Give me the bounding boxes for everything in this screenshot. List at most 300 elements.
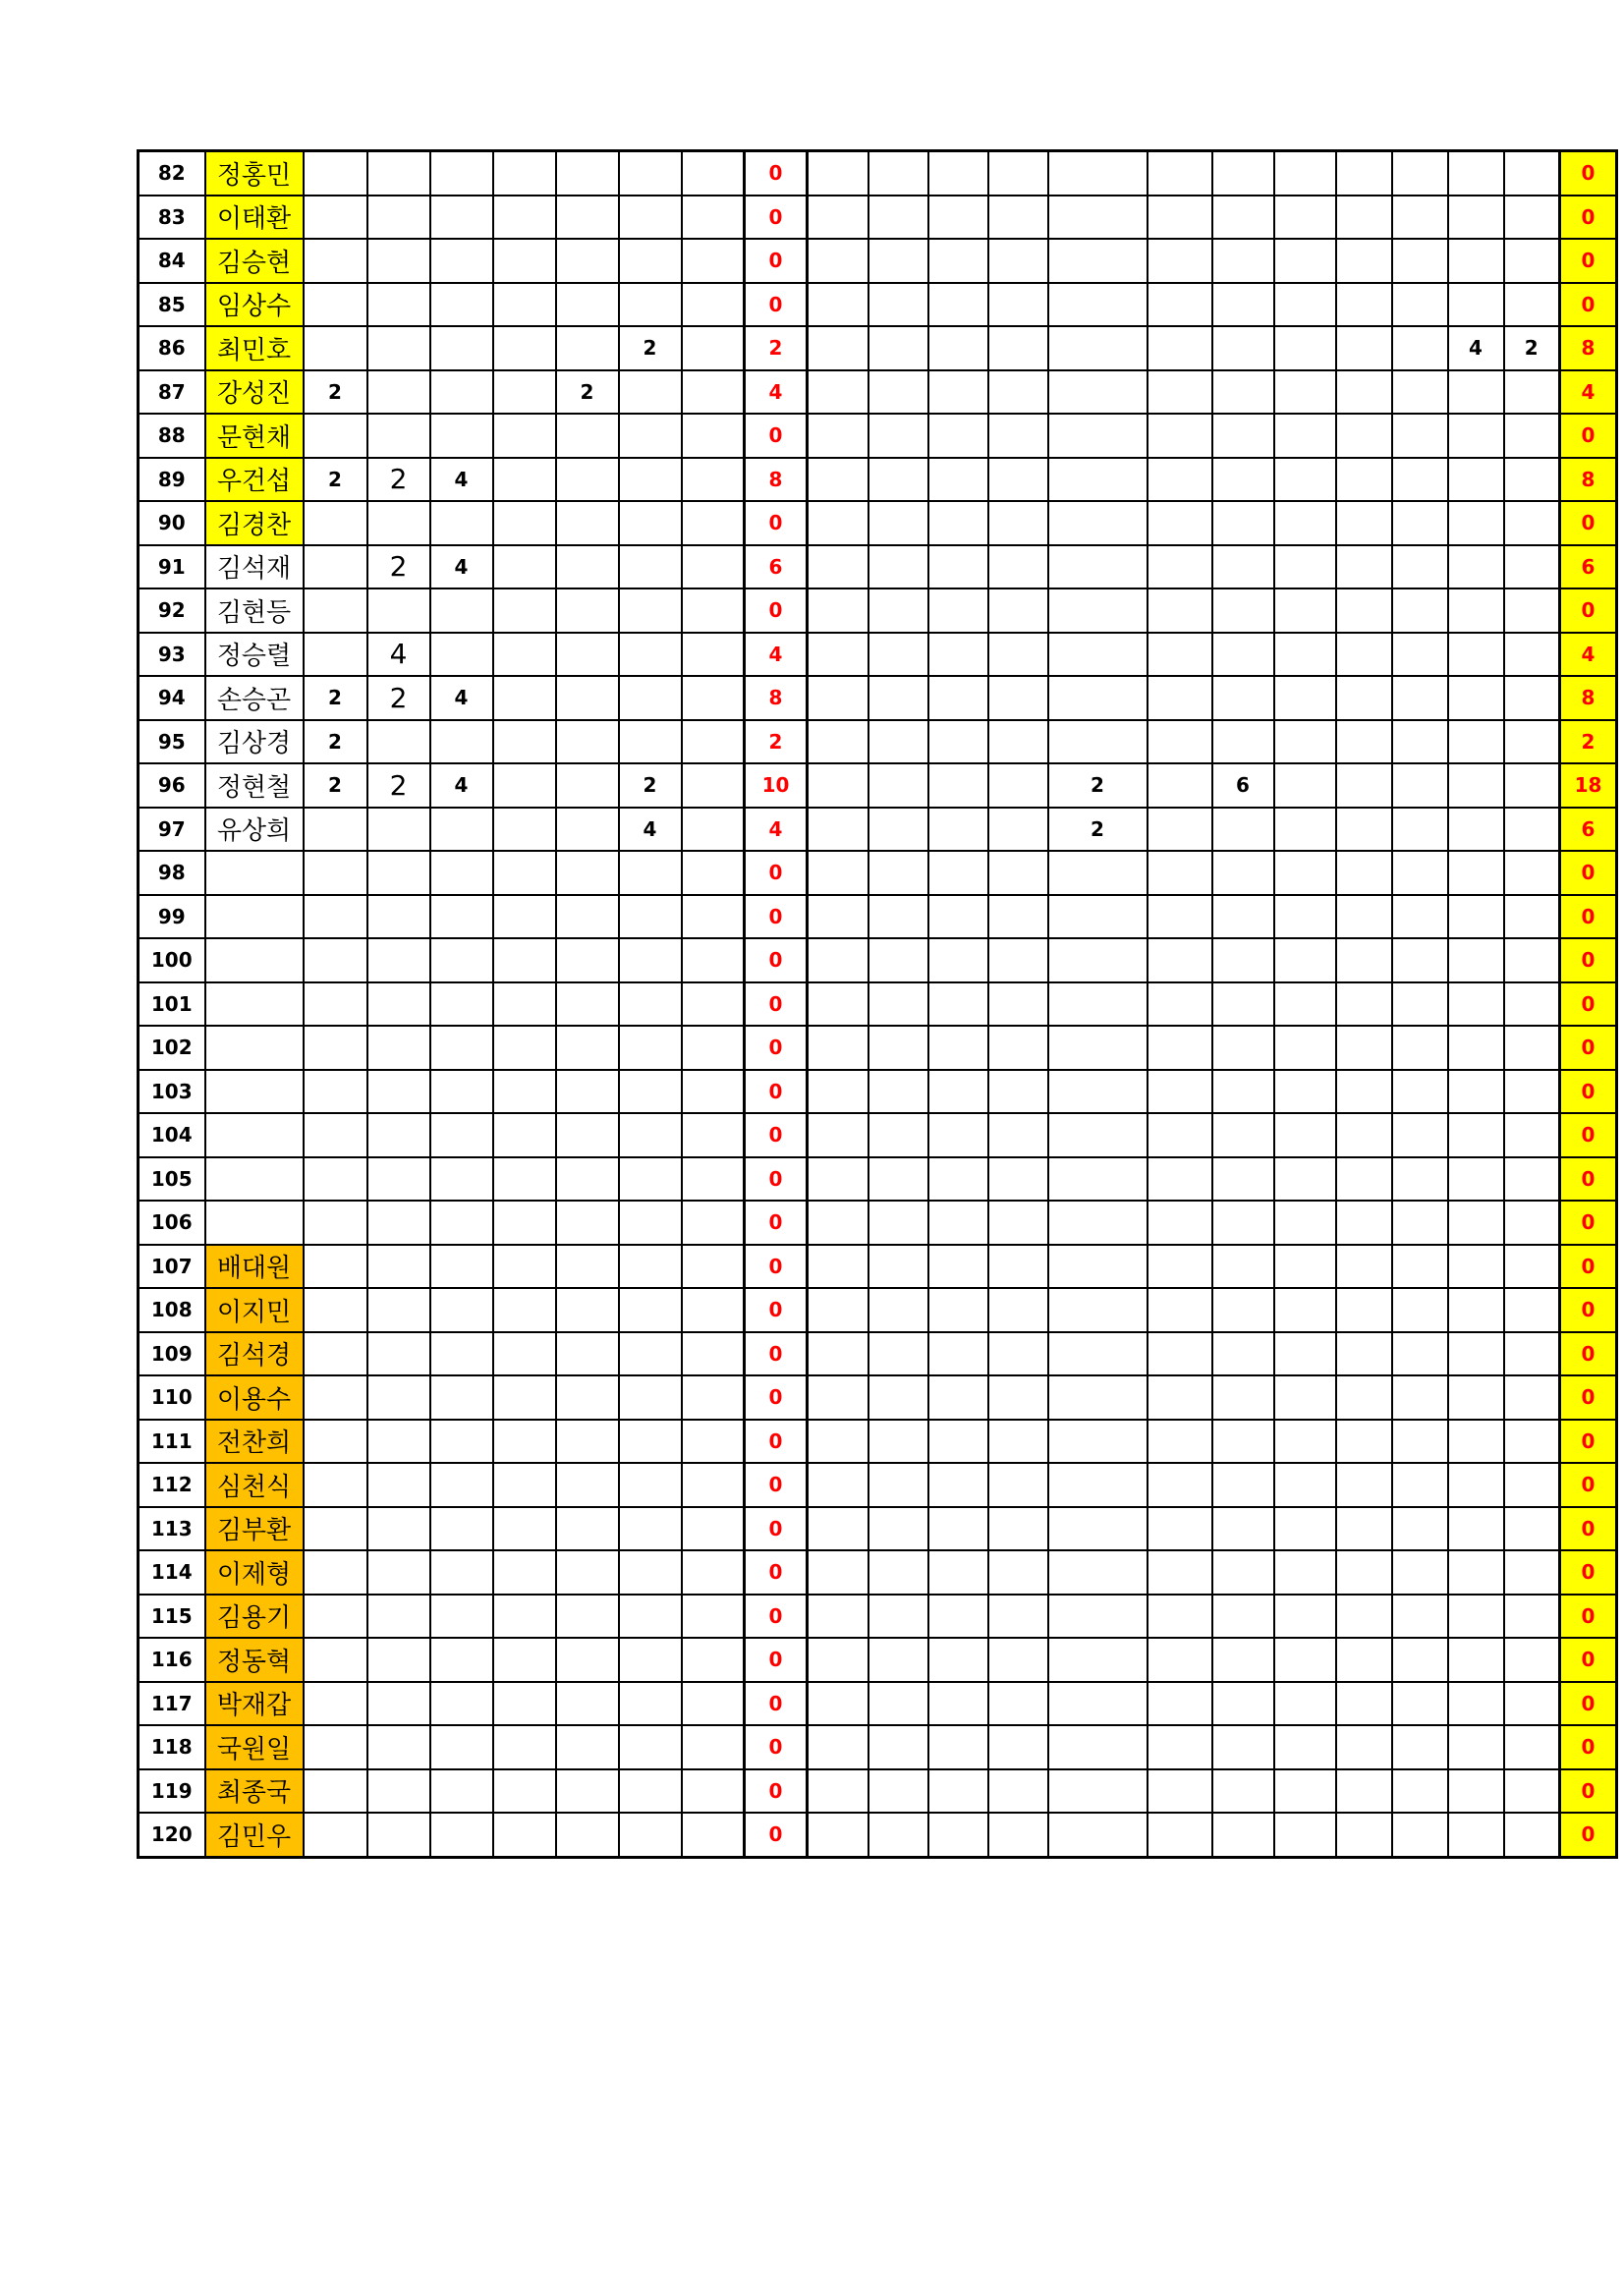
player-name-cell — [205, 895, 304, 939]
subtotal-cell: 0 — [745, 1725, 808, 1769]
table-row — [139, 283, 1617, 327]
score-cell — [1274, 982, 1336, 1027]
score-cell — [988, 1288, 1048, 1332]
score-cell — [493, 1463, 556, 1507]
score-cell — [619, 1332, 682, 1376]
score-cell — [1504, 545, 1560, 589]
score-cell — [1504, 982, 1560, 1027]
score-cell — [1336, 982, 1392, 1027]
score-cell — [808, 458, 868, 502]
total-cell: 0 — [1560, 1507, 1617, 1551]
score-cell — [928, 851, 988, 895]
score-cell — [304, 1463, 367, 1507]
table-row — [139, 1375, 1617, 1420]
score-cell — [1048, 1375, 1148, 1420]
score-cell — [430, 326, 493, 370]
score-cell — [928, 1463, 988, 1507]
score-cell — [928, 1725, 988, 1769]
score-cell — [1274, 1288, 1336, 1332]
score-cell — [1274, 1507, 1336, 1551]
score-cell — [868, 1682, 928, 1726]
score-cell — [868, 1463, 928, 1507]
score-cell — [868, 1245, 928, 1289]
score-cell — [1148, 414, 1212, 458]
score-cell — [808, 1725, 868, 1769]
score-cell: 4 — [430, 545, 493, 589]
score-cell — [1336, 588, 1392, 633]
score-cell — [1148, 151, 1212, 196]
row-number-cell: 97 — [139, 808, 205, 852]
score-cell — [1448, 1813, 1504, 1857]
score-cell — [928, 676, 988, 720]
score-cell — [304, 1682, 367, 1726]
score-cell — [304, 1638, 367, 1682]
player-name-cell: 전찬희 — [205, 1420, 304, 1464]
score-cell — [304, 1375, 367, 1420]
score-cell — [493, 283, 556, 327]
score-cell — [988, 633, 1048, 677]
total-cell: 0 — [1560, 1550, 1617, 1595]
score-cell — [367, 1595, 430, 1639]
score-cell — [988, 1550, 1048, 1595]
table-row — [139, 1420, 1617, 1464]
subtotal-cell: 4 — [745, 808, 808, 852]
player-name-cell — [205, 982, 304, 1027]
score-cell — [430, 895, 493, 939]
score-cell — [928, 1026, 988, 1070]
score-cell — [1504, 239, 1560, 283]
score-cell — [1212, 1550, 1274, 1595]
score-cell — [367, 1769, 430, 1814]
score-cell — [1048, 851, 1148, 895]
score-cell — [1504, 151, 1560, 196]
score-cell — [928, 1245, 988, 1289]
score-cell — [1448, 458, 1504, 502]
table-row — [139, 676, 1617, 720]
score-cell — [1148, 1463, 1212, 1507]
score-cell — [1448, 414, 1504, 458]
score-cell — [1504, 895, 1560, 939]
score-cell — [1448, 1026, 1504, 1070]
total-cell: 0 — [1560, 1638, 1617, 1682]
score-cell — [1392, 1463, 1448, 1507]
row-number-cell: 89 — [139, 458, 205, 502]
score-cell — [988, 720, 1048, 764]
score-cell — [304, 326, 367, 370]
score-cell — [367, 1725, 430, 1769]
total-cell: 0 — [1560, 1070, 1617, 1114]
score-cell — [1212, 1026, 1274, 1070]
score-cell — [928, 370, 988, 415]
score-cell — [1392, 545, 1448, 589]
score-cell — [1212, 196, 1274, 240]
score-cell — [1448, 588, 1504, 633]
score-cell — [493, 414, 556, 458]
score-cell — [1048, 1725, 1148, 1769]
score-cell — [430, 1420, 493, 1464]
score-cell — [1148, 588, 1212, 633]
row-number-cell: 116 — [139, 1638, 205, 1682]
score-cell — [367, 851, 430, 895]
table-row — [139, 1113, 1617, 1157]
score-cell — [1148, 763, 1212, 808]
score-cell — [1336, 1245, 1392, 1289]
score-cell — [1212, 501, 1274, 545]
score-cell — [1274, 808, 1336, 852]
score-cell — [1504, 1026, 1560, 1070]
player-name-cell: 손승곤 — [205, 676, 304, 720]
subtotal-cell: 0 — [745, 1507, 808, 1551]
score-cell — [556, 1725, 619, 1769]
score-cell — [1392, 1201, 1448, 1245]
score-cell — [1504, 1638, 1560, 1682]
score-cell — [493, 1420, 556, 1464]
score-cell — [1048, 501, 1148, 545]
score-cell — [493, 895, 556, 939]
score-cell — [1392, 1813, 1448, 1857]
subtotal-cell: 6 — [745, 545, 808, 589]
score-cell — [1392, 676, 1448, 720]
score-cell — [430, 588, 493, 633]
score-cell — [493, 763, 556, 808]
score-cell — [430, 1245, 493, 1289]
score-cell — [1392, 1026, 1448, 1070]
score-cell — [1148, 1332, 1212, 1376]
score-cell — [619, 895, 682, 939]
player-name-cell: 임상수 — [205, 283, 304, 327]
score-cell — [928, 1157, 988, 1202]
score-cell — [367, 1157, 430, 1202]
score-cell — [682, 151, 745, 196]
score-cell — [988, 1332, 1048, 1376]
score-cell — [868, 458, 928, 502]
score-cell — [868, 1375, 928, 1420]
score-cell — [1504, 1507, 1560, 1551]
score-cell — [868, 414, 928, 458]
score-cell — [619, 1769, 682, 1814]
score-cell — [988, 1682, 1048, 1726]
score-cell — [1212, 1113, 1274, 1157]
score-cell — [1392, 1682, 1448, 1726]
score-cell — [1274, 720, 1336, 764]
score-cell — [1212, 1420, 1274, 1464]
score-cell — [1274, 370, 1336, 415]
table-row — [139, 151, 1617, 196]
score-cell — [367, 501, 430, 545]
score-cell — [619, 1638, 682, 1682]
score-cell — [1336, 501, 1392, 545]
table-row — [139, 196, 1617, 240]
score-cell — [1392, 1113, 1448, 1157]
score-cell — [1336, 1026, 1392, 1070]
score-cell — [1448, 720, 1504, 764]
score-cell: 2 — [304, 720, 367, 764]
score-cell — [868, 720, 928, 764]
score-cell — [556, 1070, 619, 1114]
score-cell — [556, 1113, 619, 1157]
score-cell — [682, 851, 745, 895]
score-cell — [619, 1245, 682, 1289]
score-cell — [682, 633, 745, 677]
score-cell — [682, 1463, 745, 1507]
score-cell — [556, 633, 619, 677]
score-cell — [1504, 1682, 1560, 1726]
score-cell — [556, 763, 619, 808]
score-cell — [1504, 1420, 1560, 1464]
score-cell — [556, 1638, 619, 1682]
score-cell — [430, 151, 493, 196]
score-cell — [1336, 1332, 1392, 1376]
score-cell — [1392, 1245, 1448, 1289]
score-cell — [868, 1813, 928, 1857]
player-name-cell: 이제형 — [205, 1550, 304, 1595]
score-cell — [304, 895, 367, 939]
score-cell — [493, 1595, 556, 1639]
score-cell — [1148, 283, 1212, 327]
player-name-cell: 김용기 — [205, 1595, 304, 1639]
score-cell — [1392, 808, 1448, 852]
score-cell — [1048, 720, 1148, 764]
score-cell — [928, 1288, 988, 1332]
score-cell — [1148, 633, 1212, 677]
subtotal-cell: 0 — [745, 501, 808, 545]
subtotal-cell: 0 — [745, 1420, 808, 1464]
player-name-cell — [205, 1026, 304, 1070]
score-cell — [1048, 1463, 1148, 1507]
score-cell — [1048, 1113, 1148, 1157]
score-cell — [1504, 196, 1560, 240]
table-row — [139, 501, 1617, 545]
player-name-cell — [205, 1070, 304, 1114]
row-number-cell: 102 — [139, 1026, 205, 1070]
subtotal-cell: 0 — [745, 982, 808, 1027]
score-cell — [988, 1157, 1048, 1202]
score-cell — [493, 1070, 556, 1114]
score-cell — [1504, 633, 1560, 677]
score-cell — [1274, 545, 1336, 589]
score-cell — [1148, 1201, 1212, 1245]
score-cell — [928, 1332, 988, 1376]
score-cell — [556, 1332, 619, 1376]
score-cell — [619, 370, 682, 415]
table-row — [139, 1332, 1617, 1376]
score-cell — [1048, 1638, 1148, 1682]
score-cell — [1274, 1245, 1336, 1289]
score-cell — [868, 1638, 928, 1682]
score-cell — [1148, 1769, 1212, 1814]
score-cell — [808, 851, 868, 895]
score-cell — [1212, 1245, 1274, 1289]
score-cell — [868, 370, 928, 415]
score-cell — [619, 1725, 682, 1769]
score-cell — [988, 239, 1048, 283]
score-cell — [493, 1769, 556, 1814]
score-cell — [1212, 1507, 1274, 1551]
subtotal-cell: 0 — [745, 588, 808, 633]
score-cell — [367, 1375, 430, 1420]
score-cell — [1504, 1070, 1560, 1114]
score-cell — [1504, 938, 1560, 982]
score-cell — [1148, 982, 1212, 1027]
player-name-cell: 김상경 — [205, 720, 304, 764]
score-cell: 2 — [304, 763, 367, 808]
score-cell — [304, 1245, 367, 1289]
score-cell — [430, 1332, 493, 1376]
score-cell — [493, 458, 556, 502]
score-cell — [1048, 545, 1148, 589]
score-cell — [367, 196, 430, 240]
score-cell — [868, 1769, 928, 1814]
score-cell — [1504, 458, 1560, 502]
score-cell — [1392, 370, 1448, 415]
score-cell — [988, 1375, 1048, 1420]
player-name-cell: 배대원 — [205, 1245, 304, 1289]
table-row — [139, 1682, 1617, 1726]
score-cell — [808, 1507, 868, 1551]
score-cell — [868, 763, 928, 808]
score-cell — [928, 588, 988, 633]
score-cell — [1212, 633, 1274, 677]
score-cell — [1448, 545, 1504, 589]
score-cell — [1336, 1375, 1392, 1420]
score-cell — [682, 370, 745, 415]
score-cell — [1274, 151, 1336, 196]
subtotal-cell: 0 — [745, 1550, 808, 1595]
score-cell — [1448, 1332, 1504, 1376]
score-cell — [808, 633, 868, 677]
score-cell — [868, 1026, 928, 1070]
player-name-cell: 정현철 — [205, 763, 304, 808]
score-cell — [367, 239, 430, 283]
score-cell — [1212, 1157, 1274, 1202]
score-cell — [1392, 895, 1448, 939]
score-cell — [868, 1725, 928, 1769]
score-cell — [619, 720, 682, 764]
score-cell — [1504, 501, 1560, 545]
score-cell — [1212, 1288, 1274, 1332]
total-cell: 0 — [1560, 1725, 1617, 1769]
row-number-cell: 111 — [139, 1420, 205, 1464]
score-cell — [1148, 1550, 1212, 1595]
score-cell — [1504, 1463, 1560, 1507]
total-cell: 0 — [1560, 196, 1617, 240]
score-cell — [493, 1682, 556, 1726]
score-cell — [1148, 1507, 1212, 1551]
score-cell — [1148, 1638, 1212, 1682]
row-number-cell: 98 — [139, 851, 205, 895]
score-cell — [1212, 1332, 1274, 1376]
score-cell — [1048, 1201, 1148, 1245]
score-cell — [988, 588, 1048, 633]
score-cell — [1274, 1550, 1336, 1595]
score-cell — [619, 1201, 682, 1245]
score-cell — [988, 1725, 1048, 1769]
table-row — [139, 1769, 1617, 1814]
score-cell — [1212, 239, 1274, 283]
score-cell — [988, 1070, 1048, 1114]
score-cell — [1212, 283, 1274, 327]
score-cell — [430, 414, 493, 458]
score-cell — [1212, 720, 1274, 764]
score-cell — [556, 1201, 619, 1245]
subtotal-cell: 0 — [745, 1245, 808, 1289]
score-cell — [928, 1595, 988, 1639]
total-cell: 8 — [1560, 676, 1617, 720]
total-cell: 0 — [1560, 1113, 1617, 1157]
score-cell — [493, 1026, 556, 1070]
table-row — [139, 633, 1617, 677]
score-cell — [1048, 283, 1148, 327]
score-cell — [1274, 1463, 1336, 1507]
total-cell: 18 — [1560, 763, 1617, 808]
table-row — [139, 1157, 1617, 1202]
score-cell — [1392, 326, 1448, 370]
score-cell — [1048, 676, 1148, 720]
table-row — [139, 1813, 1617, 1857]
total-cell: 0 — [1560, 1245, 1617, 1289]
score-cell — [988, 982, 1048, 1027]
score-cell — [808, 676, 868, 720]
subtotal-cell: 0 — [745, 151, 808, 196]
score-cell — [808, 545, 868, 589]
score-cell — [1504, 763, 1560, 808]
table-row — [139, 545, 1617, 589]
score-cell — [493, 1332, 556, 1376]
score-cell — [1148, 370, 1212, 415]
score-cell — [1448, 1201, 1504, 1245]
score-cell — [808, 1375, 868, 1420]
score-cell — [1336, 763, 1392, 808]
table-row — [139, 1288, 1617, 1332]
score-cell — [808, 1813, 868, 1857]
table-row — [139, 370, 1617, 415]
score-cell — [868, 895, 928, 939]
score-cell — [868, 151, 928, 196]
table-body — [139, 151, 1617, 1858]
score-cell: 4 — [430, 763, 493, 808]
score-cell — [988, 1769, 1048, 1814]
player-name-cell: 최종국 — [205, 1769, 304, 1814]
score-cell: 2 — [619, 326, 682, 370]
player-name-cell: 김민우 — [205, 1813, 304, 1857]
score-cell — [493, 1375, 556, 1420]
score-cell — [1148, 1245, 1212, 1289]
score-cell — [868, 1201, 928, 1245]
score-cell — [367, 1026, 430, 1070]
score-cell — [367, 720, 430, 764]
score-cell — [1448, 895, 1504, 939]
score-cell — [1504, 1769, 1560, 1814]
row-number-cell: 85 — [139, 283, 205, 327]
score-cell — [1048, 895, 1148, 939]
score-cell — [493, 326, 556, 370]
score-cell — [988, 1507, 1048, 1551]
score-cell — [1392, 720, 1448, 764]
score-cell — [619, 1595, 682, 1639]
score-cell — [367, 1201, 430, 1245]
score-cell — [928, 1682, 988, 1726]
row-number-cell: 112 — [139, 1463, 205, 1507]
score-cell — [1148, 895, 1212, 939]
score-cell — [1336, 1638, 1392, 1682]
score-cell — [1392, 414, 1448, 458]
subtotal-cell: 8 — [745, 676, 808, 720]
score-cell — [1336, 720, 1392, 764]
score-cell — [928, 938, 988, 982]
score-cell — [808, 588, 868, 633]
score-cell — [1212, 982, 1274, 1027]
score-cell — [1274, 1420, 1336, 1464]
